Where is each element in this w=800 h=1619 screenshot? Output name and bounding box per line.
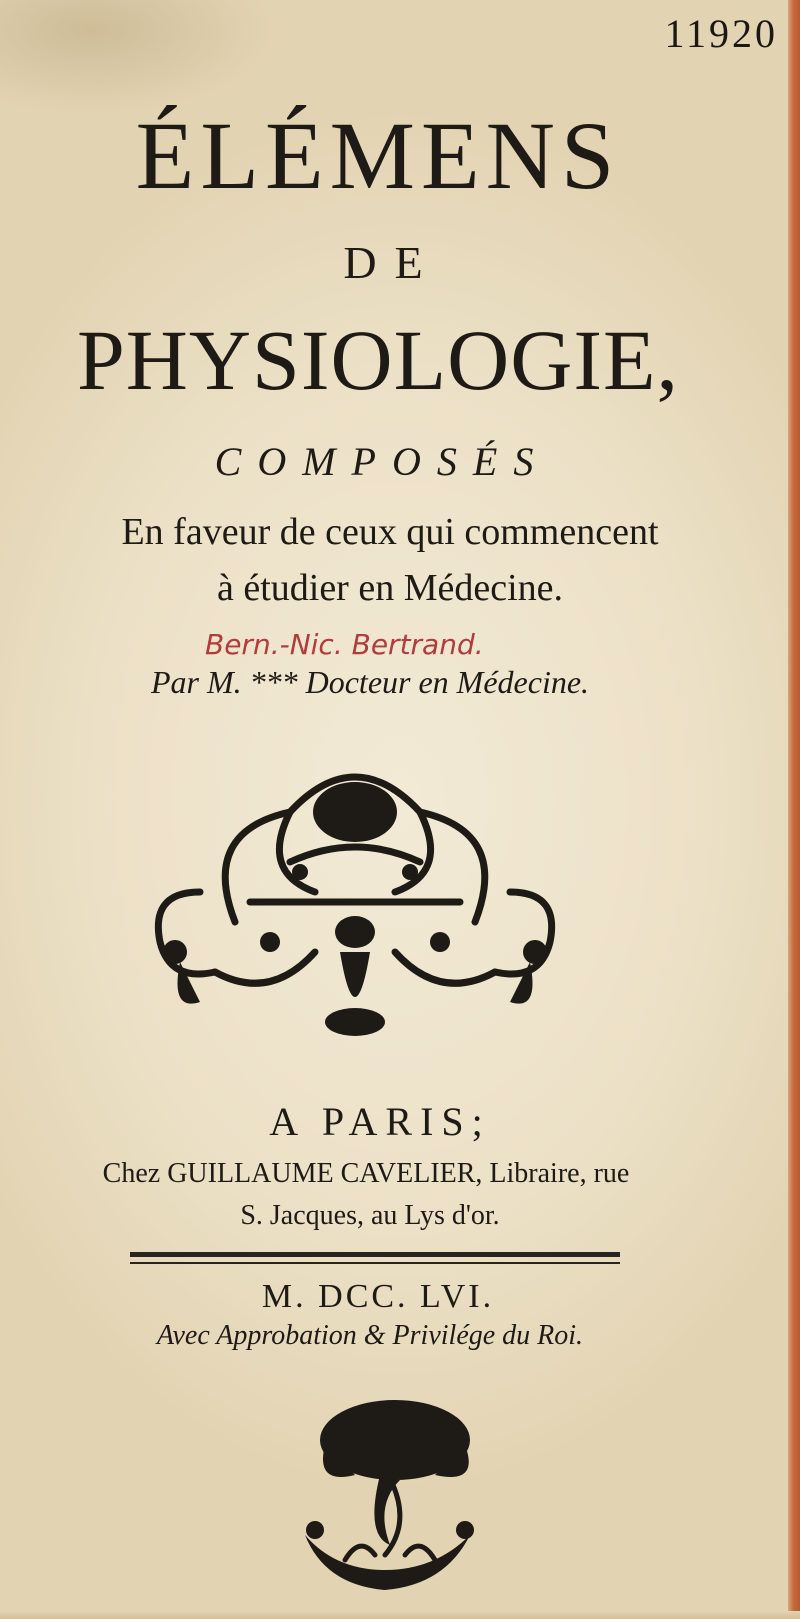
subtitle-line-2: à étudier en Médecine. bbox=[216, 567, 564, 609]
manuscript-author-note: Bern.-Nic. Bertrand. bbox=[205, 628, 484, 661]
page-edge-bottom bbox=[0, 1611, 800, 1619]
title-line-de: DE bbox=[343, 237, 441, 288]
floral-cartouche-ornament-icon bbox=[140, 752, 570, 1062]
title-line-elemens: ÉLÉMENS bbox=[135, 102, 621, 209]
author-line: Par M. *** Docteur en Médecine. bbox=[150, 664, 590, 700]
shelfmark-number: 11920 bbox=[664, 11, 778, 56]
title-line-physiologie: PHYSIOLOGIE, bbox=[76, 312, 680, 408]
imprint-publisher: Chez GUILLAUME CAVELIER, Libraire, rue bbox=[102, 1158, 630, 1189]
double-rule-thin bbox=[130, 1262, 620, 1264]
title-line-composes: COMPOSÉS bbox=[214, 439, 550, 484]
imprint-address: S. Jacques, au Lys d'or. bbox=[240, 1200, 500, 1231]
flower-basket-tailpiece-icon bbox=[285, 1385, 495, 1605]
imprint-city: A PARIS; bbox=[269, 1099, 491, 1144]
publication-date: M. DCC. LVI. bbox=[261, 1278, 495, 1315]
subtitle-line-1: En faveur de ceux qui commencent bbox=[121, 511, 659, 553]
royal-approbation: Avec Approbation & Privilége du Roi. bbox=[156, 1320, 584, 1351]
double-rule-thick bbox=[130, 1252, 620, 1257]
